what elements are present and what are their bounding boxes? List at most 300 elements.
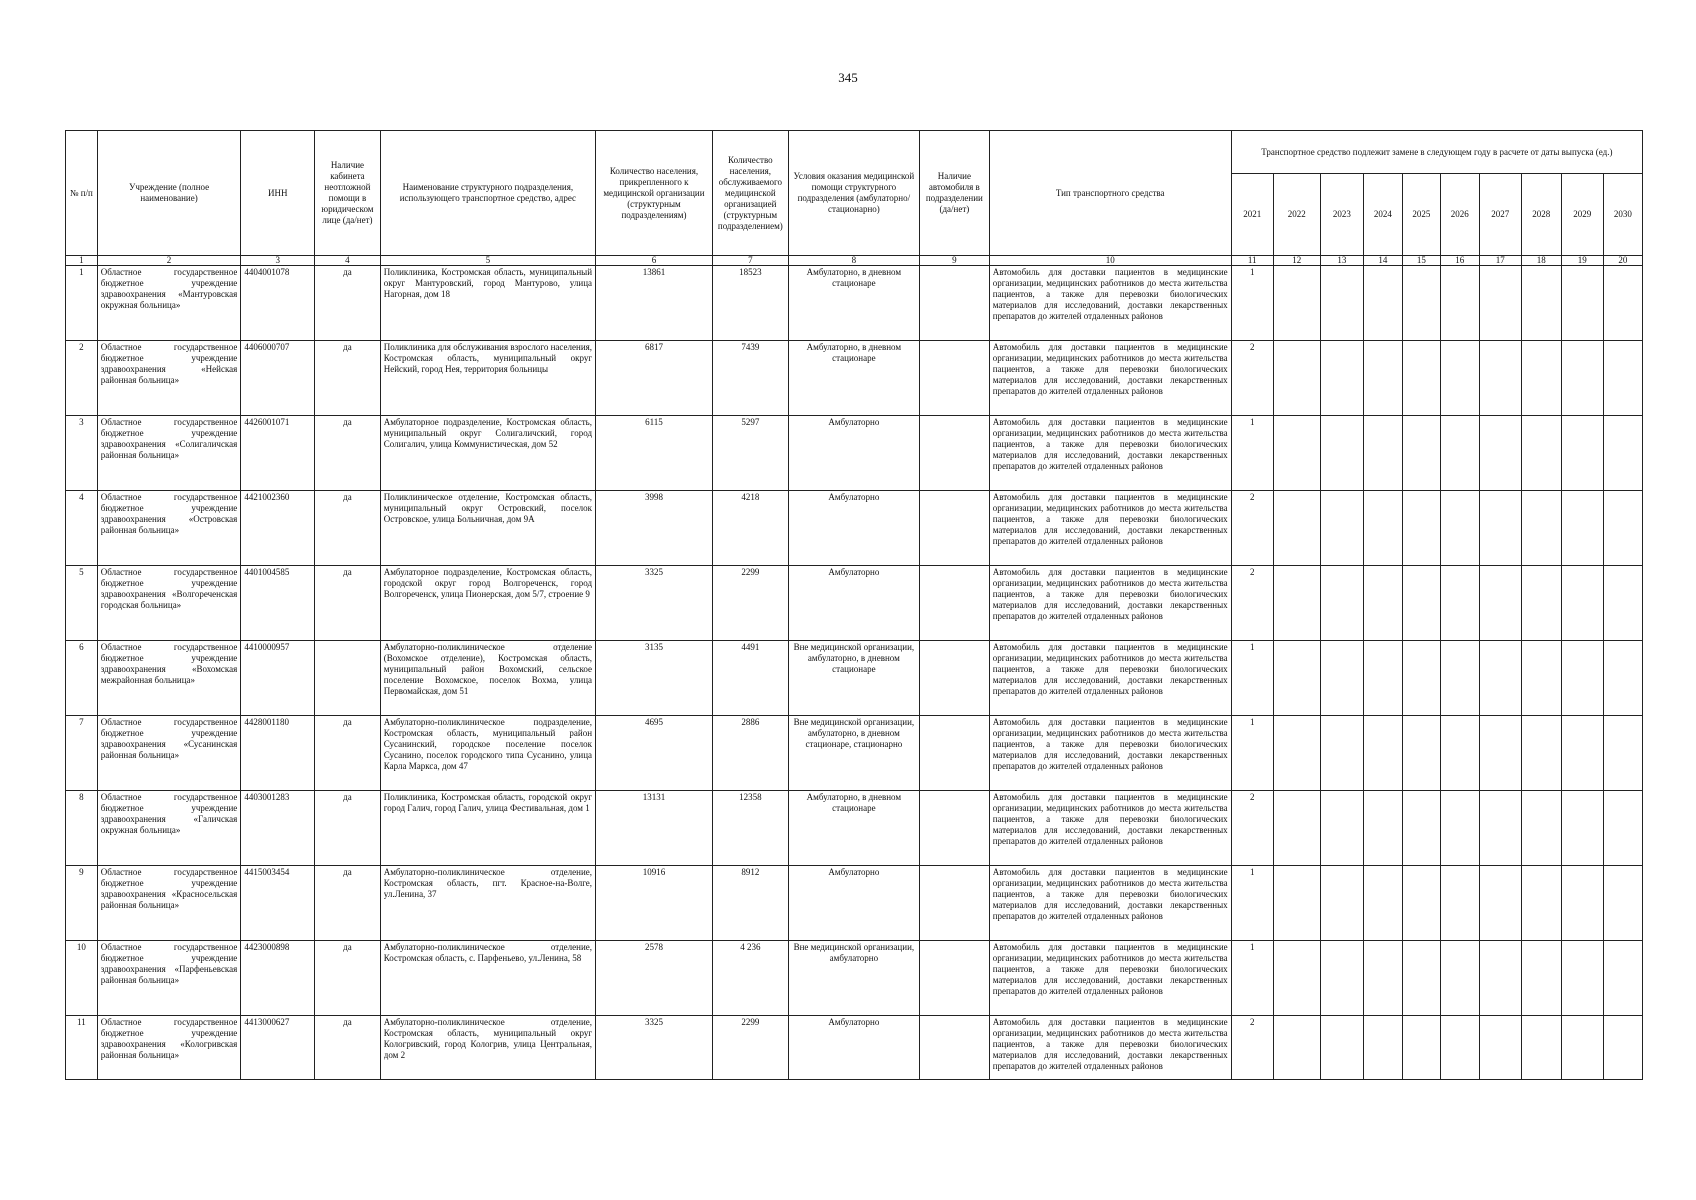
replacement-2030	[1603, 341, 1642, 416]
row-number	[66, 566, 98, 641]
institution-name-text: Областное государственное бюджетное учреждение здравоохранения «Вохомская межрайонная больница»	[100, 642, 238, 685]
replacement-2028	[1521, 566, 1561, 641]
served-population	[712, 1016, 788, 1080]
replacement-2029	[1561, 566, 1603, 641]
row-number-text: 11	[77, 1017, 86, 1027]
institution-name	[97, 566, 241, 641]
institution-name-text: Областное государственное бюджетное учреждение здравоохранения «Волгореченская городская больница»	[100, 567, 238, 610]
column-number: 20	[1603, 256, 1642, 266]
inn-value-text: 4415003454	[244, 867, 290, 877]
inn-value-text: 4423000898	[244, 942, 290, 952]
attached-population-text: 3325	[644, 1017, 663, 1027]
table-row	[66, 866, 1643, 941]
replacement-2026	[1440, 716, 1479, 791]
row-number	[66, 416, 98, 491]
replacement-2021-text: 1	[1249, 267, 1255, 277]
replacement-2023	[1320, 941, 1363, 1016]
vehicle-type-text: Автомобиль для доставки пациентов в медицинские организации, медицинских работников до места жительства пациентов, а также для перевозки биологических материалов для исследований, доставки лекарственных препаратов до жителей отдаленных районов	[992, 417, 1228, 471]
row-number	[66, 941, 98, 1016]
urgent-office-value-text: да	[343, 792, 352, 802]
vehicle-presence	[920, 416, 990, 491]
replacement-2022	[1273, 941, 1320, 1016]
care-conditions	[788, 716, 919, 791]
replacement-2030	[1603, 416, 1642, 491]
column-number: 6	[596, 256, 713, 266]
replacement-2026	[1440, 866, 1479, 941]
row-number-text: 5	[79, 567, 84, 577]
vehicle-presence	[920, 641, 990, 716]
attached-population	[596, 866, 713, 941]
vehicle-type-text: Автомобиль для доставки пациентов в медицинские организации, медицинских работников до места жительства пациентов, а также для перевозки биологических материалов для исследований, доставки лекарственных препаратов до жителей отдаленных районов	[992, 717, 1228, 771]
header-year: 2027	[1479, 174, 1521, 256]
column-number: 3	[241, 256, 315, 266]
replacement-2027	[1479, 1016, 1521, 1080]
row-number	[66, 266, 98, 341]
replacement-2023	[1320, 266, 1363, 341]
header-year: 2024	[1363, 174, 1402, 256]
attached-population-text: 10916	[642, 867, 666, 877]
institution-name-text: Областное государственное бюджетное учреждение здравоохранения «Галичская окружная больница»	[100, 792, 238, 835]
replacement-2022	[1273, 641, 1320, 716]
replacement-2024	[1363, 416, 1402, 491]
unit-name-address	[380, 866, 595, 941]
care-conditions-text: Вне медицинской организации, амбулаторно	[793, 942, 915, 963]
header-served-population: Количество населения, обслуживаемого медицинской организацией (структурным подразделением)	[712, 131, 788, 256]
replacement-2028	[1521, 941, 1561, 1016]
unit-name-address-text: Амбулаторно-поликлиническое отделение, Костромская область, пгт. Красное-на-Волге, ул.Ленина, 37	[383, 867, 593, 899]
served-population-text: 12358	[739, 792, 762, 802]
served-population-text: 2299	[741, 1017, 760, 1027]
replacement-2029	[1561, 866, 1603, 941]
replacement-2022	[1273, 566, 1320, 641]
urgent-office-value-text: да	[343, 717, 352, 727]
urgent-office-value	[315, 341, 381, 416]
unit-name-address	[380, 941, 595, 1016]
header-year: 2030	[1603, 174, 1642, 256]
attached-population-text: 6817	[644, 342, 663, 352]
vehicle-presence	[920, 341, 990, 416]
institution-name	[97, 866, 241, 941]
attached-population	[596, 1016, 713, 1080]
attached-population-text: 3325	[644, 567, 663, 577]
replacement-2021	[1231, 566, 1273, 641]
attached-population	[596, 791, 713, 866]
column-number: 18	[1521, 256, 1561, 266]
unit-name-address-text: Поликлиника, Костромская область, муниципальный округ Мантуровский, город Мантурово, улица Нагорная, дом 18	[383, 267, 593, 299]
column-number: 15	[1402, 256, 1440, 266]
header-vehicles: Наличие автомобиля в подразделении (да/нет)	[920, 131, 990, 256]
replacement-2027	[1479, 716, 1521, 791]
replacement-2027	[1479, 866, 1521, 941]
header-year: 2021	[1231, 174, 1273, 256]
replacement-2024	[1363, 1016, 1402, 1080]
header-year: 2025	[1402, 174, 1440, 256]
urgent-office-value	[315, 566, 381, 641]
column-number: 5	[380, 256, 595, 266]
care-conditions-text: Амбулаторно	[828, 417, 880, 427]
column-number: 2	[97, 256, 241, 266]
row-number-text: 1	[79, 267, 84, 277]
served-population-text: 4491	[741, 642, 760, 652]
institution-name	[97, 491, 241, 566]
served-population	[712, 641, 788, 716]
replacement-2026	[1440, 416, 1479, 491]
care-conditions	[788, 1016, 919, 1080]
care-conditions	[788, 416, 919, 491]
vehicle-type	[989, 716, 1231, 791]
inn-value	[241, 566, 315, 641]
replacement-2021-text: 2	[1249, 1017, 1255, 1027]
attached-population	[596, 491, 713, 566]
vehicle-presence	[920, 491, 990, 566]
replacement-2022	[1273, 416, 1320, 491]
replacement-2021	[1231, 716, 1273, 791]
replacement-2029	[1561, 1016, 1603, 1080]
column-number: 4	[315, 256, 381, 266]
replacement-2022	[1273, 491, 1320, 566]
replacement-2028	[1521, 266, 1561, 341]
institution-name	[97, 791, 241, 866]
inn-value	[241, 491, 315, 566]
replacement-2023	[1320, 791, 1363, 866]
attached-population	[596, 341, 713, 416]
attached-population-text: 6115	[645, 417, 663, 427]
replacement-2028	[1521, 866, 1561, 941]
urgent-office-value	[315, 491, 381, 566]
institution-name	[97, 716, 241, 791]
header-institution: Учреждение (полное наименование)	[97, 131, 241, 256]
served-population-text: 2299	[741, 567, 760, 577]
replacement-2029	[1561, 641, 1603, 716]
header-year: 2026	[1440, 174, 1479, 256]
attached-population-text: 4695	[644, 717, 663, 727]
replacement-2021	[1231, 341, 1273, 416]
replacement-2021	[1231, 491, 1273, 566]
care-conditions-text: Амбулаторно	[828, 1017, 880, 1027]
column-number: 12	[1273, 256, 1320, 266]
replacement-2025	[1402, 791, 1440, 866]
vehicle-presence	[920, 866, 990, 941]
institution-name-text: Областное государственное бюджетное учреждение здравоохранения «Кологривская районная больница»	[100, 1017, 238, 1060]
replacement-2024	[1363, 341, 1402, 416]
care-conditions-text: Амбулаторно, в дневном стационаре	[806, 342, 902, 363]
replacement-2027	[1479, 341, 1521, 416]
unit-name-address-text: Амбулаторно-поликлиническое подразделение, Костромская область, муниципальный район Сусанинский, городское поселение поселок Сусанино, поселок городского типа Сусанино, улица Карла Маркса, дом 47	[383, 717, 593, 771]
institution-name-text: Областное государственное бюджетное учреждение здравоохранения «Островская районная больница»	[100, 492, 238, 535]
column-number: 16	[1440, 256, 1479, 266]
inn-value	[241, 716, 315, 791]
replacement-2030	[1603, 716, 1642, 791]
replacement-2030	[1603, 641, 1642, 716]
vehicle-type-text: Автомобиль для доставки пациентов в медицинские организации, медицинских работников до места жительства пациентов, а также для перевозки биологических материалов для исследований, доставки лекарственных препаратов до жителей отдаленных районов	[992, 942, 1228, 996]
header-unit-name: Наименование структурного подразделения, использующего транспортное средство, адрес	[380, 131, 595, 256]
replacement-2021-text: 2	[1249, 792, 1255, 802]
replacement-2022	[1273, 791, 1320, 866]
urgent-office-value	[315, 941, 381, 1016]
replacement-2024	[1363, 866, 1402, 941]
attached-population-text: 3998	[644, 492, 663, 502]
inn-value	[241, 866, 315, 941]
table-row	[66, 416, 1643, 491]
institution-name	[97, 641, 241, 716]
urgent-office-value	[315, 1016, 381, 1080]
row-number-text: 3	[79, 417, 84, 427]
unit-name-address-text: Амбулаторное подразделение, Костромская область, городской округ город Волгореченск, город Волгореченск, улица Пионерская, дом 5/7, строение 9	[383, 567, 593, 599]
inn-value-text: 4421002360	[244, 492, 290, 502]
inn-value-text: 4406000707	[244, 342, 290, 352]
served-population-text: 8912	[741, 867, 760, 877]
column-number: 14	[1363, 256, 1402, 266]
replacement-2023	[1320, 1016, 1363, 1080]
replacement-2025	[1402, 941, 1440, 1016]
replacement-2021	[1231, 866, 1273, 941]
replacement-2030	[1603, 791, 1642, 866]
column-number: 9	[920, 256, 990, 266]
replacement-2021	[1231, 1016, 1273, 1080]
urgent-office-value	[315, 791, 381, 866]
row-number-text: 8	[79, 792, 84, 802]
replacement-2028	[1521, 491, 1561, 566]
replacement-2021-text: 2	[1249, 492, 1255, 502]
urgent-office-value-text: да	[343, 942, 352, 952]
inn-value	[241, 266, 315, 341]
header-year: 2029	[1561, 174, 1603, 256]
replacement-2029	[1561, 716, 1603, 791]
replacement-2030	[1603, 866, 1642, 941]
replacement-2025	[1402, 341, 1440, 416]
care-conditions-text: Амбулаторно, в дневном стационаре	[806, 792, 902, 813]
attached-population-text: 13861	[642, 267, 666, 277]
replacement-2025	[1402, 1016, 1440, 1080]
vehicle-presence	[920, 791, 990, 866]
replacement-2027	[1479, 266, 1521, 341]
replacement-2023	[1320, 641, 1363, 716]
inn-value	[241, 641, 315, 716]
header-year: 2023	[1320, 174, 1363, 256]
replacement-2030	[1603, 1016, 1642, 1080]
replacement-2027	[1479, 416, 1521, 491]
replacement-2024	[1363, 941, 1402, 1016]
unit-name-address	[380, 266, 595, 341]
column-number: 17	[1479, 256, 1521, 266]
inn-value	[241, 341, 315, 416]
table-row	[66, 1016, 1643, 1080]
served-population	[712, 941, 788, 1016]
served-population	[712, 491, 788, 566]
replacement-2024	[1363, 266, 1402, 341]
inn-value	[241, 941, 315, 1016]
replacement-2027	[1479, 791, 1521, 866]
table-row	[66, 716, 1643, 791]
unit-name-address-text: Амбулаторно-поликлиническое отделение, Костромская область, с. Парфеньево, ул.Ленина, 58	[383, 942, 593, 963]
institution-name	[97, 416, 241, 491]
row-number-text: 6	[79, 642, 84, 652]
replacement-2027	[1479, 641, 1521, 716]
vehicle-type	[989, 566, 1231, 641]
vehicle-type	[989, 491, 1231, 566]
replacement-2025	[1402, 866, 1440, 941]
care-conditions	[788, 566, 919, 641]
header-attached-population: Количество населения, прикрепленного к медицинской организации (структурным подразделениям)	[596, 131, 713, 256]
vehicle-replacement-table	[65, 130, 1643, 1080]
replacement-2026	[1440, 491, 1479, 566]
row-number	[66, 341, 98, 416]
replacement-2021	[1231, 266, 1273, 341]
inn-value	[241, 791, 315, 866]
replacement-2027	[1479, 491, 1521, 566]
institution-name	[97, 941, 241, 1016]
replacement-2026	[1440, 791, 1479, 866]
served-population	[712, 416, 788, 491]
unit-name-address-text: Поликлиника, Костромская область, городской округ город Галич, город Галич, улица Фестивальная, дом 1	[383, 792, 593, 813]
replacement-2028	[1521, 341, 1561, 416]
header-inn: ИНН	[241, 131, 315, 256]
replacement-2025	[1402, 641, 1440, 716]
replacement-2026	[1440, 641, 1479, 716]
attached-population	[596, 941, 713, 1016]
served-population	[712, 791, 788, 866]
replacement-2024	[1363, 716, 1402, 791]
row-number-text: 2	[79, 342, 84, 352]
table-row	[66, 491, 1643, 566]
institution-name	[97, 1016, 241, 1080]
care-conditions	[788, 266, 919, 341]
urgent-office-value	[315, 266, 381, 341]
attached-population	[596, 416, 713, 491]
row-number-text: 4	[79, 492, 84, 502]
table-row	[66, 266, 1643, 341]
row-number-text: 10	[76, 942, 86, 952]
replacement-2028	[1521, 641, 1561, 716]
column-number: 8	[788, 256, 919, 266]
attached-population	[596, 266, 713, 341]
attached-population-text: 2578	[644, 942, 663, 952]
urgent-office-value-text: да	[343, 342, 352, 352]
replacement-2025	[1402, 266, 1440, 341]
replacement-2023	[1320, 416, 1363, 491]
urgent-office-value	[315, 641, 381, 716]
care-conditions	[788, 941, 919, 1016]
column-number: 11	[1231, 256, 1273, 266]
care-conditions-text: Вне медицинской организации, амбулаторно, в дневном стационаре, стационарно	[793, 717, 915, 749]
replacement-2029	[1561, 416, 1603, 491]
replacement-2024	[1363, 791, 1402, 866]
served-population	[712, 341, 788, 416]
vehicle-type	[989, 866, 1231, 941]
served-population	[712, 866, 788, 941]
urgent-office-value-text: да	[343, 567, 352, 577]
served-population-text: 5297	[741, 417, 760, 427]
urgent-office-value	[315, 716, 381, 791]
institution-name	[97, 341, 241, 416]
column-number: 1	[66, 256, 98, 266]
vehicle-type	[989, 1016, 1231, 1080]
unit-name-address	[380, 1016, 595, 1080]
vehicle-type	[989, 941, 1231, 1016]
attached-population	[596, 566, 713, 641]
replacement-2021-text: 1	[1249, 642, 1255, 652]
vehicle-type-text: Автомобиль для доставки пациентов в медицинские организации, медицинских работников до места жительства пациентов, а также для перевозки биологических материалов для исследований, доставки лекарственных препаратов до жителей отдаленных районов	[992, 492, 1228, 546]
unit-name-address	[380, 791, 595, 866]
table-row	[66, 341, 1643, 416]
served-population	[712, 716, 788, 791]
table-row	[66, 641, 1643, 716]
vehicle-presence	[920, 941, 990, 1016]
row-number	[66, 791, 98, 866]
header-vehicle-type: Тип транспортного средства	[989, 131, 1231, 256]
unit-name-address-text: Поликлиническое отделение, Костромская область, муниципальный округ Островский, поселок Островское, улица Больничная, дом 9А	[383, 492, 593, 524]
served-population-text: 7439	[741, 342, 760, 352]
served-population-text: 4 236	[740, 942, 761, 952]
replacement-2023	[1320, 341, 1363, 416]
care-conditions-text: Амбулаторно	[828, 567, 880, 577]
inn-value-text: 4426001071	[244, 417, 290, 427]
urgent-office-value	[315, 866, 381, 941]
replacement-2023	[1320, 491, 1363, 566]
header-replacement: Транспортное средство подлежит замене в следующем году в расчете от даты выпуска (ед.)	[1231, 131, 1642, 174]
row-number	[66, 491, 98, 566]
vehicle-type-text: Автомобиль для доставки пациентов в медицинские организации, медицинских работников до места жительства пациентов, а также для перевозки биологических материалов для исследований, доставки лекарственных препаратов до жителей отдаленных районов	[992, 867, 1228, 921]
replacement-2021	[1231, 416, 1273, 491]
table-row	[66, 791, 1643, 866]
row-number	[66, 1016, 98, 1080]
vehicle-presence	[920, 1016, 990, 1080]
header-year: 2028	[1521, 174, 1561, 256]
replacement-2021-text: 1	[1249, 942, 1255, 952]
replacement-2029	[1561, 266, 1603, 341]
vehicle-type	[989, 641, 1231, 716]
unit-name-address	[380, 341, 595, 416]
attached-population-text: 3135	[644, 642, 663, 652]
replacement-2022	[1273, 1016, 1320, 1080]
replacement-2026	[1440, 1016, 1479, 1080]
unit-name-address-text: Амбулаторно-поликлиническое отделение, Костромская область, муниципальный округ Кологривский, город Кологрив, улица Центральная, дом 2	[383, 1017, 593, 1060]
care-conditions	[788, 791, 919, 866]
table-row	[66, 566, 1643, 641]
urgent-office-value-text: да	[343, 1017, 352, 1027]
replacement-2028	[1521, 791, 1561, 866]
inn-value-text: 4428001180	[244, 717, 289, 727]
row-number	[66, 716, 98, 791]
replacement-2026	[1440, 941, 1479, 1016]
institution-name-text: Областное государственное бюджетное учреждение здравоохранения «Нейская районная больница»	[100, 342, 238, 385]
replacement-2029	[1561, 941, 1603, 1016]
replacement-2026	[1440, 341, 1479, 416]
replacement-2026	[1440, 566, 1479, 641]
served-population-text: 18523	[739, 267, 762, 277]
table-row	[66, 941, 1643, 1016]
replacement-2023	[1320, 716, 1363, 791]
unit-name-address	[380, 566, 595, 641]
vehicle-type	[989, 416, 1231, 491]
urgent-office-value	[315, 416, 381, 491]
replacement-2030	[1603, 566, 1642, 641]
inn-value-text: 4413000627	[244, 1017, 290, 1027]
attached-population-text: 13131	[642, 792, 666, 802]
header-conditions: Условия оказания медицинской помощи структурного подразделения (амбулаторно/стационарно)	[788, 131, 919, 256]
unit-name-address-text: Амбулаторно-поликлиническое отделение (Вохомское отделение), Костромская область, муниципальный район Вохомский, сельское поселение Вохомское, поселок Вохма, улица Первомайская, дом 51	[383, 642, 593, 696]
header-year: 2022	[1273, 174, 1320, 256]
inn-value	[241, 1016, 315, 1080]
vehicle-presence	[920, 716, 990, 791]
replacement-2028	[1521, 716, 1561, 791]
vehicle-type-text: Автомобиль для доставки пациентов в медицинские организации, медицинских работников до места жительства пациентов, а также для перевозки биологических материалов для исследований, доставки лекарственных препаратов до жителей отдаленных районов	[992, 567, 1228, 621]
care-conditions	[788, 641, 919, 716]
replacement-2022	[1273, 716, 1320, 791]
served-population-text: 4218	[741, 492, 760, 502]
replacement-2027	[1479, 941, 1521, 1016]
column-number: 7	[712, 256, 788, 266]
